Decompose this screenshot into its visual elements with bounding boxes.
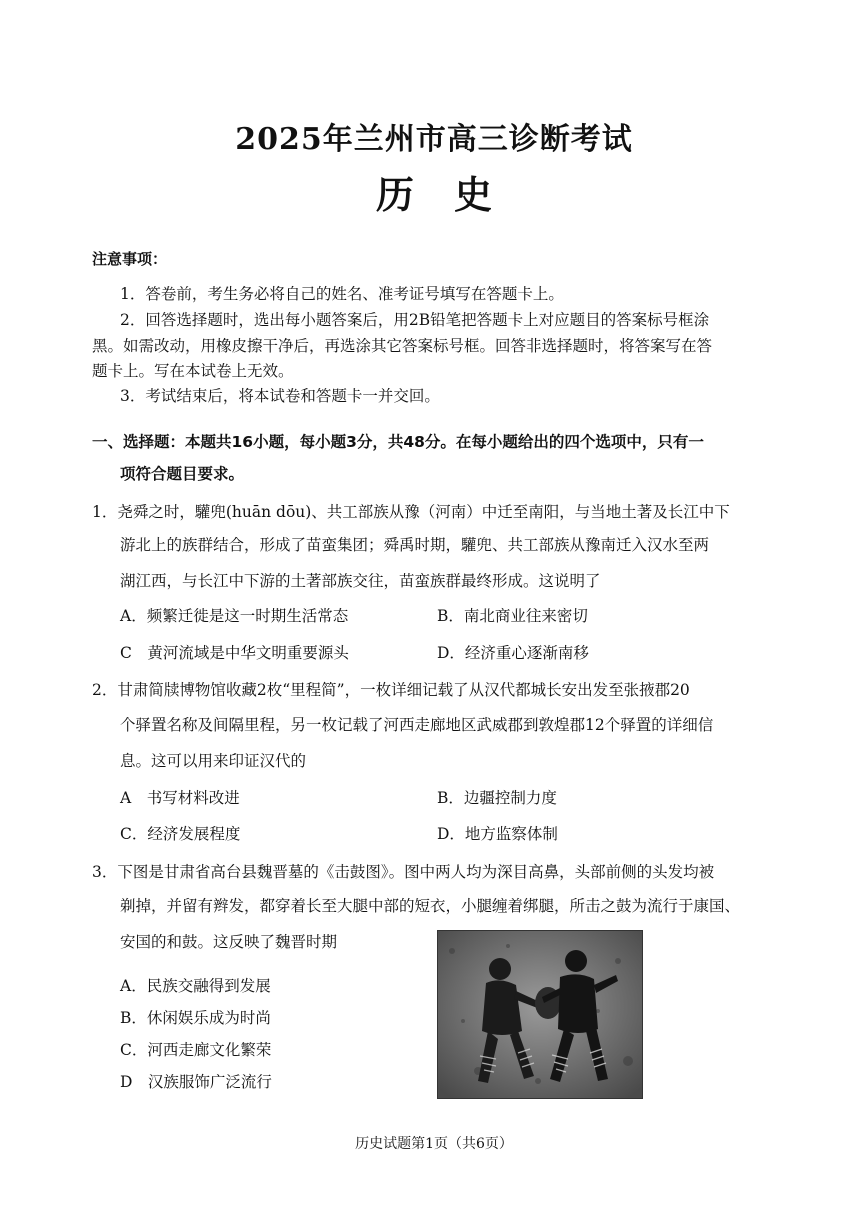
q2-stem-line: 息。这可以用来印证汉代的 <box>120 752 307 770</box>
q2-stem-line: 个驿置名称及间隔里程，另一枚记载了河西走廊地区武威郡到敦煌郡12个驿置的详细信 <box>120 716 714 734</box>
drumming-mural-image <box>437 930 643 1099</box>
q3-stem-line: 安国的和鼓。这反映了魏晋时期 <box>120 933 338 951</box>
q3-stem-line: 3．下图是甘肃省高台县魏晋墓的《击鼓图》。图中两人均为深目高鼻，头部前侧的头发均被 <box>92 863 715 881</box>
q3-option-c[interactable]: C．河西走廊文化繁荣 <box>120 1041 272 1059</box>
notice-line: 黑。如需改动，用橡皮擦干净后，再选涂其它答案标号框。回答非选择题时，将答案写在答 <box>92 337 713 355</box>
q3-option-a[interactable]: A．民族交融得到发展 <box>120 977 271 995</box>
notice-line: 2．回答选择题时，选出每小题答案后，用2B铅笔把答题卡上对应题目的答案标号框涂 <box>120 311 710 329</box>
q1-stem-line: 湖江西，与长江中下游的土著部族交往，苗蛮族群最终形成。这说明了 <box>120 572 601 590</box>
q1-option-a[interactable]: A．频繁迁徙是这一时期生活常态 <box>120 607 349 625</box>
page-footer: 历史试题第1页（共6页） <box>355 1136 513 1152</box>
q2-option-a[interactable]: A 书写材料改进 <box>120 789 240 807</box>
q1-option-d[interactable]: D．经济重心逐渐南移 <box>437 644 589 662</box>
q2-option-d[interactable]: D．地方监察体制 <box>437 825 558 843</box>
notice-line: 1．答卷前，考生务必将自己的姓名、准考证号填写在答题卡上。 <box>120 285 564 303</box>
notice-line: 3．考试结束后，将本试卷和答题卡一并交回。 <box>120 387 440 405</box>
q3-option-b[interactable]: B．休闲娱乐成为时尚 <box>120 1009 271 1027</box>
q1-stem-line: 游北上的族群结合，形成了苗蛮集团；舜禹时期，驩兜、共工部族从豫南迁入汉水至两 <box>120 536 710 554</box>
q1-option-b[interactable]: B．南北商业往来密切 <box>437 607 588 625</box>
subject-title: 历史 <box>375 172 532 217</box>
q3-stem-line: 剃掉，并留有辫发，都穿着长至大腿中部的短衣，小腿缠着绑腿，所击之鼓为流行于康国、 <box>120 897 741 915</box>
q2-option-c[interactable]: C．经济发展程度 <box>120 825 241 843</box>
q2-stem-line: 2．甘肃简牍博物馆收藏2枚“里程简”，一枚详细记载了从汉代都城长安出发至张掖郡20 <box>92 681 690 699</box>
q1-option-c[interactable]: C 黄河流域是中华文明重要源头 <box>120 644 349 662</box>
notice-line: 题卡上。写在本试卷上无效。 <box>92 362 294 380</box>
notice-heading: 注意事项： <box>92 250 168 268</box>
section-heading-cont: 项符合题目要求。 <box>120 465 245 483</box>
q2-option-b[interactable]: B．边疆控制力度 <box>437 789 557 807</box>
section-heading: 一、选择题：本题共16小题，每小题3分，共48分。在每小题给出的四个选项中，只有一 <box>92 433 704 451</box>
exam-title: 2025年兰州市高三诊断考试 <box>235 122 633 157</box>
q1-stem-line: 1．尧舜之时，驩兜(huān dōu)、共工部族从豫（河南）中迁至南阳，与当地土著及长江中下 <box>92 503 730 521</box>
q3-option-d[interactable]: D 汉族服饰广泛流行 <box>120 1073 272 1091</box>
